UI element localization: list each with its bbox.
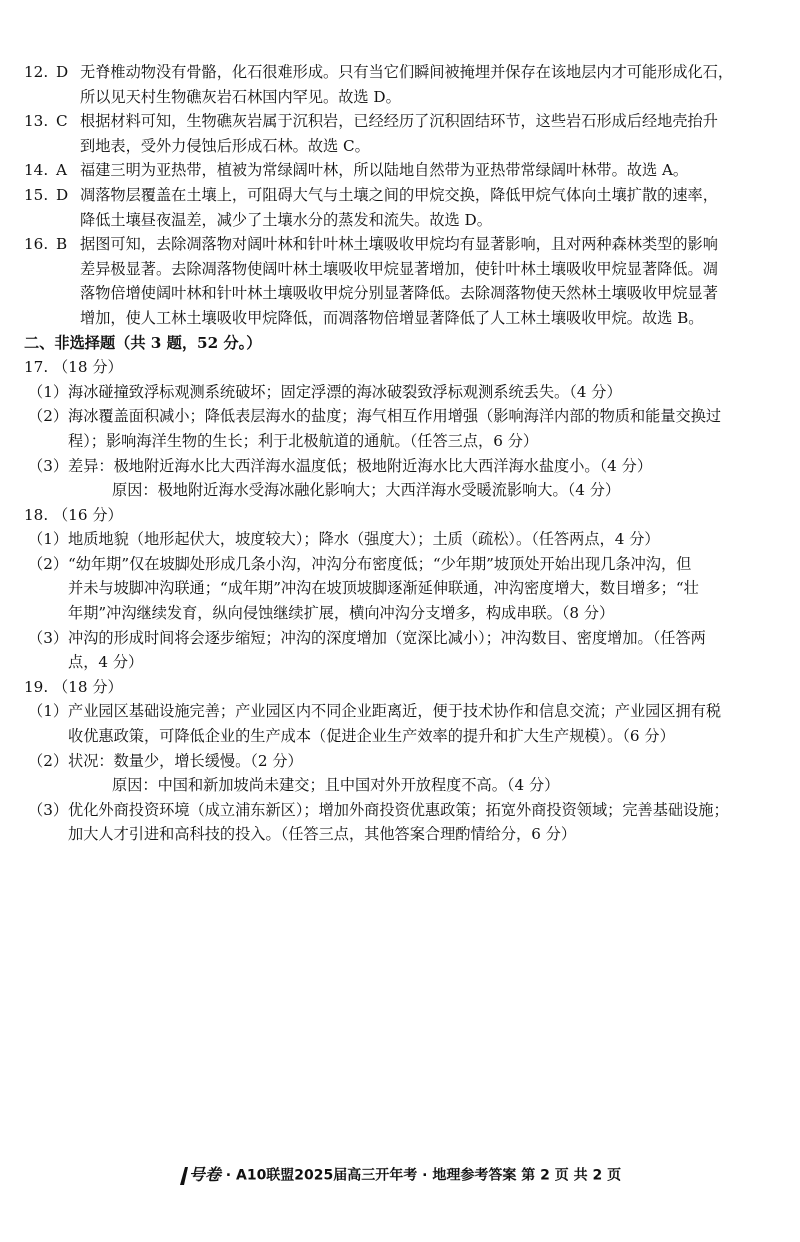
page-footer xyxy=(0,1164,800,1187)
q17-part-2 xyxy=(24,404,780,453)
answer-line: 地质地貌（地形起伏大，坡度较大）；降水（强度大）；土质（疏松）。（任答两点，4 分） xyxy=(68,530,660,549)
q17-part-3 xyxy=(24,454,780,479)
explanation-line: 据图可知，去除凋落物对阔叶林和针叶林土壤吸收甲烷均有显著影响，且对两种森林类型的影响 xyxy=(80,235,718,254)
explanation xyxy=(80,109,780,158)
part-label: （2） xyxy=(28,751,69,770)
q19-part-2-reason: 原因：中国和新加坡尚未建交；且中国对外开放程度不高。（4 分） xyxy=(112,776,560,795)
question-18-title: 18. （16 分） xyxy=(24,505,123,524)
mc-answer-14 xyxy=(24,158,780,183)
mc-answer-16 xyxy=(24,232,780,330)
question-number: 16. xyxy=(24,235,49,254)
explanation-line: 福建三明为亚热带，植被为常绿阔叶林，所以陆地自然带为亚热带常绿阔叶林带。故选 A。 xyxy=(80,161,689,180)
question-number: 15. xyxy=(24,185,49,204)
explanation-line: 降低土壤昼夜温差，减少了土壤水分的蒸发和流失。故选 D。 xyxy=(80,210,492,229)
answer-line: 加大人才引进和高科技的投入。（任答三点，其他答案合理酌情给分，6 分） xyxy=(68,825,577,844)
part-label: （1） xyxy=(28,702,69,721)
explanation-line: 差异极显著。去除凋落物使阔叶林土壤吸收甲烷显著增加，使针叶林土壤吸收甲烷显著降低。凋 xyxy=(80,259,718,278)
q19-part-2 xyxy=(24,749,780,774)
answer-line: 差异：极地附近海水比大西洋海水温度低；极地附近海水比大西洋海水盐度小。（4 分） xyxy=(68,456,653,475)
explanation-line: 所以见天村生物礁灰岩石林国内罕见。故选 D。 xyxy=(80,87,401,106)
answer-line: “幼年期”仅在坡脚处形成几条小沟，冲沟分布密度低；“少年期”坡顶处开始出现几条冲沟，但 xyxy=(68,554,692,573)
answer-letter: A xyxy=(56,161,67,180)
part-label: （3） xyxy=(28,800,69,819)
answer-letter: B xyxy=(56,235,68,254)
q19-part-3 xyxy=(24,798,780,847)
explanation-line: 根据材料可知，生物礁灰岩属于沉积岩，已经经历了沉积固结环节，这些岩石形成后经地壳抬升 xyxy=(80,112,718,131)
q18-part-3 xyxy=(24,626,780,675)
q18-part-2 xyxy=(24,552,780,626)
question-17-title: 17. （18 分） xyxy=(24,358,123,377)
logo-mark-icon xyxy=(179,1166,189,1186)
part-label: （2） xyxy=(28,554,69,573)
explanation-line: 无脊椎动物没有骨骼，化石很难形成。只有当它们瞬间被掩埋并保存在该地层内才可能形成化石， xyxy=(80,63,734,81)
answer-line: 年期”冲沟继续发育，纵向侵蚀继续扩展，横向冲沟分支增多，构成串联。（8 分） xyxy=(68,604,615,623)
answer-letter: C xyxy=(56,112,68,131)
question-number: 12. xyxy=(24,63,49,81)
q17-part-3-reason: 原因：极地附近海水受海冰融化影响大；大西洋海水受暖流影响大。（4 分） xyxy=(112,481,621,500)
question-number: 14. xyxy=(24,161,49,180)
explanation xyxy=(80,60,780,109)
part-label: （1） xyxy=(28,530,69,549)
explanation-line: 落物倍增使阔叶林和针叶林土壤吸收甲烷分别显著降低。去除凋落物使天然林土壤吸收甲烷显著 xyxy=(80,284,718,303)
part-label: （1） xyxy=(28,382,69,401)
explanation xyxy=(80,232,780,330)
explanation-line: 到地表，受外力侵蚀后形成石林。故选 C。 xyxy=(80,136,370,155)
answer-line: 点，4 分） xyxy=(68,653,144,672)
logo-text: 号卷 xyxy=(188,1165,221,1184)
mc-answer-12 xyxy=(24,60,780,109)
answer-letter: D xyxy=(56,63,69,81)
section-heading: 二、非选择题（共 3 题，52 分。） xyxy=(24,333,262,352)
q17-part-1 xyxy=(24,380,780,405)
answer-line: 并未与坡脚冲沟联通；“成年期”冲沟在坡顶坡脚逐渐延伸联通，冲沟密度增大，数目增多；“壮 xyxy=(68,579,699,598)
footer-text: · A10联盟2025届高三开年考 · 地理参考答案 第 2 页 共 2 页 xyxy=(225,1167,622,1184)
answer-line: 收优惠政策，可降低企业的生产成本（促进企业生产效率的提升和扩大生产规模）。（6 分） xyxy=(68,727,675,746)
explanation xyxy=(80,183,780,232)
brand-logo xyxy=(179,1164,221,1187)
q18-part-1 xyxy=(24,527,780,552)
part-label: （3） xyxy=(28,456,69,475)
answer-line: 状况：数量少，增长缓慢。（2 分） xyxy=(68,751,303,770)
part-label: （2） xyxy=(28,407,69,426)
mc-answer-15 xyxy=(24,183,780,232)
answer-line: 程）；影响海洋生物的生长；利于北极航道的通航。（任答三点，6 分） xyxy=(68,431,539,450)
mc-answer-13 xyxy=(24,109,780,158)
explanation-line: 凋落物层覆盖在土壤上，可阻碍大气与土壤之间的甲烷交换，降低甲烷气体向土壤扩散的速率， xyxy=(80,185,718,204)
answer-line: 海冰覆盖面积减小；降低表层海水的盐度；海气相互作用增强（影响海洋内部的物质和能量交换过 xyxy=(68,407,722,426)
q19-part-1 xyxy=(24,699,780,748)
answer-letter: D xyxy=(56,185,69,204)
explanation xyxy=(80,158,780,183)
answer-line: 冲沟的形成时间将会逐步缩短；冲沟的深度增加（宽深比减小）；冲沟数目、密度增加。（任答两 xyxy=(68,628,706,647)
question-number: 13. xyxy=(24,112,49,131)
answer-line: 产业园区基础设施完善；产业园区内不同企业距离近，便于技术协作和信息交流；产业园区拥有税 xyxy=(68,702,722,721)
answer-line: 优化外商投资环境（成立浦东新区）；增加外商投资优惠政策；拓宽外商投资领域；完善基础设施； xyxy=(68,800,729,819)
answer-line: 海冰碰撞致浮标观测系统破坏；固定浮漂的海冰破裂致浮标观测系统丢失。（4 分） xyxy=(68,382,622,401)
question-19-title: 19. （18 分） xyxy=(24,677,123,696)
explanation-line: 增加，使人工林土壤吸收甲烷降低，而凋落物倍增显著降低了人工林土壤吸收甲烷。故选 B。 xyxy=(80,308,704,327)
answer-page xyxy=(24,60,780,847)
part-label: （3） xyxy=(28,628,69,647)
